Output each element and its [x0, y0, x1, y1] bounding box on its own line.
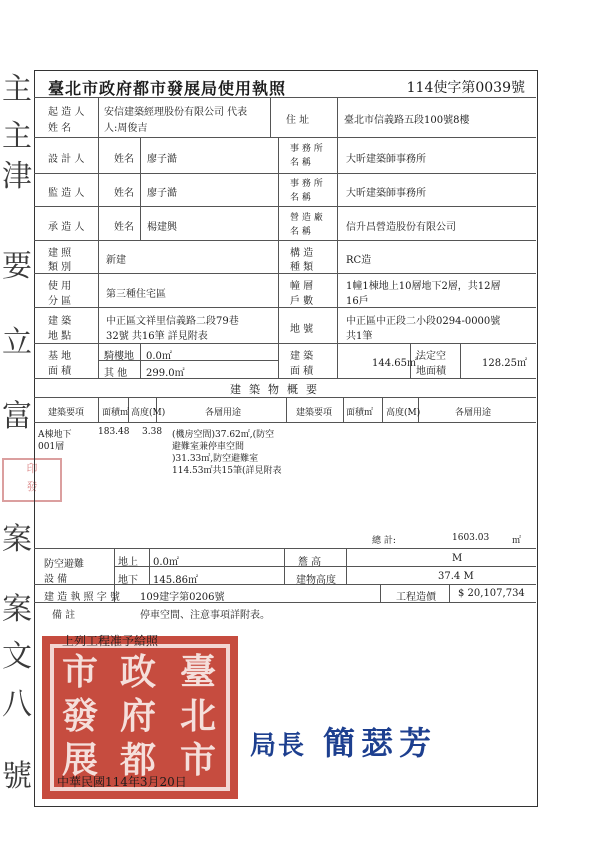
- col-divider: [337, 97, 338, 378]
- designer-office-label-2: 名 稱: [290, 158, 311, 168]
- edge-glyph: 案: [2, 592, 32, 627]
- col-divider: [382, 397, 383, 422]
- row-divider: [34, 307, 536, 308]
- row-usage-3: )31.33㎡,防空避難室: [172, 454, 259, 464]
- shelter-label-2: 設 備: [44, 574, 68, 585]
- director-name: 簡瑟芳: [323, 724, 438, 762]
- row-item-2: 001層: [38, 442, 65, 452]
- stamp-char: 發: [26, 480, 38, 493]
- header-area-2: 面積㎡: [346, 408, 374, 418]
- households-value: 16戶: [346, 296, 369, 307]
- arcade-label: 騎樓地: [104, 351, 134, 362]
- construction-permit-value: 109建字第0206號: [140, 592, 225, 603]
- type-label-2: 類 別: [48, 262, 72, 273]
- designer-label: 設 計 人: [48, 154, 85, 165]
- address-label: 住 址: [286, 115, 310, 126]
- overview-title: 建築物概要: [230, 383, 325, 396]
- row-divider: [34, 548, 536, 549]
- lot-label: 地 號: [290, 324, 314, 335]
- seal-char: 北: [180, 695, 217, 737]
- col-divider: [343, 397, 344, 422]
- contractor-name: 楊建興: [147, 222, 177, 233]
- remarks-label: 備 註: [52, 610, 76, 621]
- supervisor-office-label: 事 務 所: [290, 179, 323, 189]
- total-unit: ㎡: [512, 536, 522, 546]
- zoning-label-2: 分 區: [48, 296, 72, 307]
- row-divider: [34, 584, 536, 585]
- contractor-label: 承 造 人: [48, 222, 85, 233]
- edge-glyph: 津: [2, 159, 32, 194]
- address-value: 臺北市信義路五段100號8樓: [344, 115, 470, 126]
- edge-glyph: 富: [2, 399, 32, 434]
- type-label: 建 照: [48, 248, 72, 259]
- shelter-label: 防空避難: [44, 559, 84, 570]
- header-height: 高度(M): [131, 408, 166, 418]
- issue-date: 中華民國114年3月20日: [57, 775, 187, 789]
- above-ground-label: 地上: [118, 557, 138, 568]
- supervisor-label: 監 造 人: [48, 188, 85, 199]
- col-divider: [286, 397, 287, 422]
- total-label: 總 計:: [372, 536, 396, 546]
- document-title: 臺北市政府都市發展局使用執照: [48, 79, 287, 98]
- edge-glyph: 主: [2, 119, 32, 154]
- builder-label: 起 造 人: [48, 107, 85, 118]
- contractor-name-label: 姓名: [114, 222, 134, 233]
- seal-char: 展: [62, 739, 99, 781]
- seal-char: 政: [120, 651, 157, 693]
- col-divider: [460, 343, 461, 378]
- row-item: A棟地下: [38, 430, 72, 440]
- structure-value: RC造: [346, 255, 372, 266]
- designer-name-label: 姓名: [114, 154, 134, 165]
- open-space-label: 法定空: [416, 351, 446, 362]
- col-divider: [270, 97, 271, 137]
- edge-glyph: 要: [2, 249, 32, 284]
- row-divider: [34, 97, 536, 98]
- permit-number: 114使字第0039號: [406, 80, 525, 96]
- row-usage-2: 避難室兼停車空間: [172, 442, 245, 452]
- seal-char: 市: [180, 739, 217, 781]
- header-height-2: 高度(M): [386, 408, 421, 418]
- row-divider: [34, 273, 536, 274]
- row-divider: [34, 397, 536, 398]
- contractor-office-label: 營 造 廠: [290, 213, 323, 223]
- open-space-value: 128.25㎡: [482, 358, 527, 369]
- edge-glyph: 號: [2, 759, 32, 794]
- row-usage: (機房空間)37.62㎡,(防空: [172, 430, 275, 440]
- lot-value-2: 共1筆: [346, 331, 373, 342]
- header-item-2: 建築要項: [296, 408, 333, 418]
- remarks-value: 停車空間、注意事項詳附表。: [140, 610, 270, 621]
- building-area-label-2: 面 積: [290, 366, 314, 377]
- site-label-2: 地 點: [48, 331, 72, 342]
- above-ground-value: 0.0㎡: [153, 557, 179, 568]
- other-area-value: 299.0㎡: [146, 368, 185, 379]
- construction-permit-label: 建 造 執 照 字 號: [44, 592, 120, 603]
- supervisor-name-label: 姓名: [114, 188, 134, 199]
- eave-height-value: M: [452, 553, 463, 564]
- site-area-label: 基 地: [48, 351, 72, 362]
- supervisor-office-label-2: 名 稱: [290, 193, 311, 203]
- designer-office: 大昕建築師事務所: [346, 154, 426, 165]
- supervisor-name: 廖子澔: [147, 188, 177, 199]
- edge-glyph: 文: [2, 639, 32, 674]
- site-value-2: 32號 共16筆 詳見附表: [106, 331, 208, 342]
- floors-label: 幢 層: [290, 281, 314, 292]
- col-divider: [98, 97, 99, 378]
- floors-label-2: 戶 數: [290, 296, 314, 307]
- seal-char: 都: [120, 739, 157, 781]
- site-value: 中正區文祥里信義路二段79巷: [106, 316, 239, 327]
- building-area-label: 建 築: [290, 351, 314, 362]
- other-area-label: 其 他: [104, 368, 128, 379]
- below-ground-value: 145.86㎡: [153, 575, 198, 586]
- site-label: 建 築: [48, 316, 72, 327]
- builder-name-label: 姓 名: [48, 123, 72, 134]
- builder-value: 安信建築經理股份有限公司 代表: [104, 107, 248, 118]
- type-value: 新建: [106, 255, 126, 266]
- edge-glyph: 八: [2, 687, 32, 722]
- designer-office-label: 事 務 所: [290, 144, 323, 154]
- approval-text: 上列工程准予給照: [62, 634, 159, 648]
- director-signature: [250, 718, 437, 764]
- row-divider: [34, 240, 536, 241]
- contractor-office: 信升昌營造股份有限公司: [346, 222, 456, 233]
- total-value: 1603.03: [452, 533, 490, 543]
- seal-char: 市: [62, 651, 99, 693]
- seal-char: 發: [62, 695, 99, 737]
- lot-value: 中正區中正段二小段0294-0000號: [346, 316, 501, 327]
- structure-label-2: 種 類: [290, 262, 314, 273]
- director-title: 局長: [250, 731, 307, 761]
- row-divider: [34, 137, 536, 138]
- builder-value-2: 人:周俊吉: [104, 123, 148, 134]
- header-usage-2: 各層用途: [455, 408, 492, 418]
- building-height-label: 建物高度: [296, 575, 336, 586]
- seal-char: 府: [120, 695, 157, 737]
- designer-name: 廖子澔: [147, 154, 177, 165]
- header-usage: 各層用途: [205, 408, 242, 418]
- site-area-label-2: 面 積: [48, 366, 72, 377]
- header-area: 面積㎡: [102, 408, 130, 418]
- cost-value: $ 20,107,734: [458, 588, 525, 599]
- stamp-char: 印: [26, 462, 38, 475]
- edge-glyph: 主: [2, 72, 32, 107]
- open-space-label-2: 地面積: [416, 366, 446, 377]
- eave-height-label: 簷 高: [298, 557, 322, 568]
- building-height-value: 37.4 M: [438, 571, 474, 582]
- col-divider: [380, 584, 381, 602]
- row-area: 183.48: [98, 427, 130, 437]
- floors-value: 1幢1棟地上10層地下2層，共12層: [346, 281, 501, 292]
- edge-glyph: 案: [2, 522, 32, 557]
- zoning-value: 第三種住宅區: [106, 289, 166, 300]
- below-ground-label: 地下: [118, 575, 138, 586]
- header-item: 建築要項: [48, 408, 85, 418]
- col-divider: [140, 137, 141, 240]
- contractor-office-label-2: 名 稱: [290, 227, 311, 237]
- row-divider: [34, 173, 536, 174]
- col-divider: [98, 397, 99, 422]
- supervisor-office: 大昕建築師事務所: [346, 188, 426, 199]
- structure-label: 構 造: [290, 248, 314, 259]
- cost-label: 工程造價: [396, 592, 436, 603]
- zoning-label: 使 用: [48, 281, 72, 292]
- row-divider: [34, 422, 536, 423]
- col-divider: [278, 240, 279, 378]
- row-height: 3.38: [142, 427, 163, 437]
- row-divider: [34, 206, 536, 207]
- arcade-value: 0.0㎡: [146, 351, 172, 362]
- row-usage-4: 114.53㎡共15筆(詳見附表: [172, 466, 282, 476]
- col-divider: [449, 584, 450, 602]
- building-area-value: 144.65㎡: [372, 358, 417, 369]
- seal-char: 臺: [180, 651, 217, 693]
- edge-glyph: 立: [2, 325, 32, 360]
